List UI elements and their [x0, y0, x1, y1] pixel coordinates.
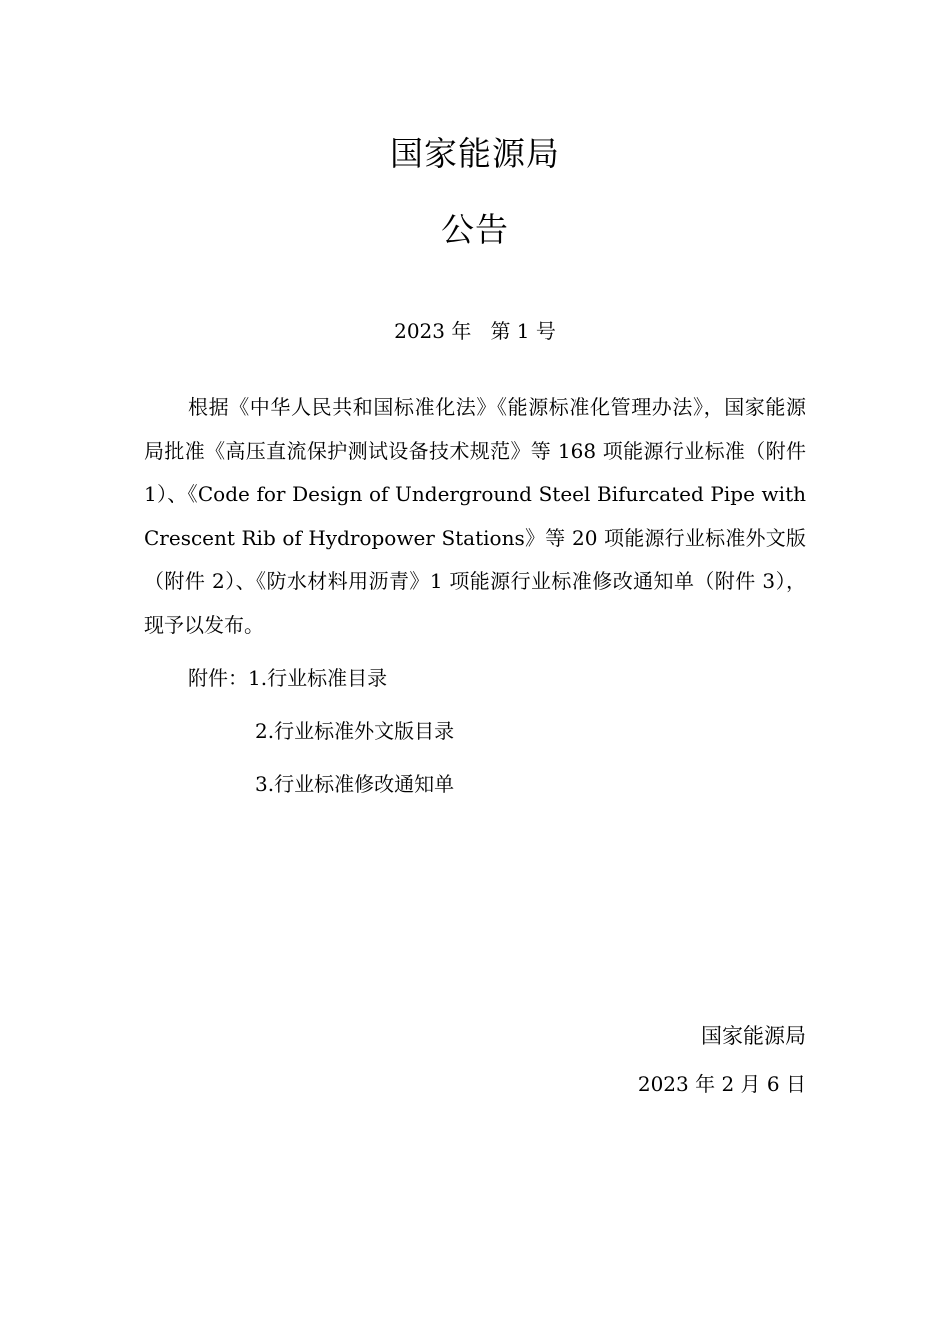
document-number-no: 第 1 号 — [490, 319, 556, 343]
attachment-item-1 — [188, 665, 387, 691]
attachment-title: 3.行业标准修改通知单 — [255, 772, 455, 796]
attachment-item-3 — [255, 771, 454, 797]
signature-date: 2023 年 2 月 6 日 — [637, 1072, 806, 1096]
attachment-item-2 — [255, 718, 454, 744]
attachment-label: 附件： — [188, 666, 248, 690]
page-title: 国家能源局 — [390, 134, 560, 173]
body-paragraph: 根据《中华人民共和国标准化法》《能源标准化管理办法》，国家能源局批准《高压直流保护测试设备技术规范》等 168 项能源行业标准（附件 1）、《Code for Design of Underground Steel Bifurcated Pipe with Crescent Rib of Hydropower Stations》等 20 项能源行业标准外文版（附件 2）、《防水材料用沥青》1 项能源行业标准修改通知单（附件 3），现予以发布。 — [144, 395, 806, 637]
document-number-gap — [471, 319, 490, 343]
document-number — [0, 318, 950, 344]
document-number-year: 2023 年 — [394, 319, 472, 343]
attachment-title: 1.行业标准目录 — [248, 666, 388, 690]
document-type: 公告 — [441, 210, 509, 249]
attachment-title: 2.行业标准外文版目录 — [255, 719, 455, 743]
signature-organization: 国家能源局 — [701, 1024, 806, 1048]
